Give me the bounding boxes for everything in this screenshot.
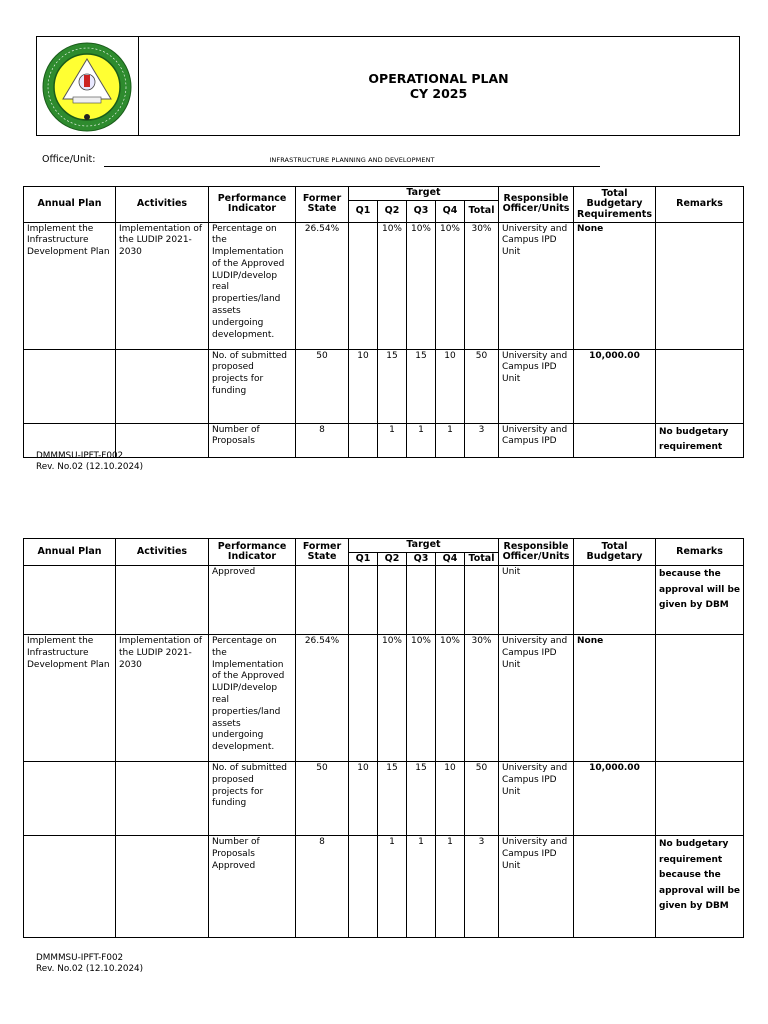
th-q3: Q3 — [407, 552, 436, 566]
title-line-2: CY 2025 — [409, 86, 468, 101]
budget-cell: None — [574, 222, 656, 349]
total-cell — [465, 566, 499, 635]
th-performance-indicator: Performance Indicator — [209, 539, 296, 566]
q1-cell — [349, 566, 378, 635]
q4-cell: 1 — [436, 836, 465, 938]
indicator-cell: Number of Proposals Approved — [209, 836, 296, 938]
th-remarks: Remarks — [656, 187, 744, 223]
university-seal-icon — [37, 37, 138, 135]
q2-cell: 1 — [378, 423, 407, 457]
indicator-cell: Percentage on the Implementation of the Approved LUDIP/develop real properties/land assets undergoing development. — [209, 222, 296, 349]
footer-page-1 — [36, 451, 143, 473]
total-cell: 30% — [465, 635, 499, 762]
q1-cell — [349, 222, 378, 349]
table-row — [24, 836, 744, 938]
document-title — [138, 71, 739, 101]
former-state-cell: 8 — [296, 836, 349, 938]
indicator-cell: Percentage on the Implementation of the Approved LUDIP/develop real properties/land assets undergoing development. — [209, 635, 296, 762]
q2-cell: 15 — [378, 349, 407, 423]
th-target: Target — [349, 187, 499, 201]
q1-cell — [349, 635, 378, 762]
activities-cell — [116, 836, 209, 938]
q2-cell: 1 — [378, 836, 407, 938]
former-state-cell: 26.54% — [296, 635, 349, 762]
indicator-cell: No. of submitted proposed projects for funding — [209, 349, 296, 423]
q2-cell: 10% — [378, 635, 407, 762]
title-line-1: OPERATIONAL PLAN — [368, 71, 509, 86]
document-header — [36, 36, 740, 136]
th-q2: Q2 — [378, 552, 407, 566]
q4-cell — [436, 566, 465, 635]
doc-code: DMMMSU-IPFT-F002 — [36, 451, 124, 461]
q4-cell: 10% — [436, 635, 465, 762]
doc-code: DMMMSU-IPFT-F002 — [36, 953, 124, 963]
revision: Rev. No.02 (12.10.2024) — [36, 462, 144, 472]
q4-cell: 10 — [436, 762, 465, 836]
former-state-cell: 50 — [296, 349, 349, 423]
activities-cell: Implementation of the LUDIP 2021-2030 — [116, 222, 209, 349]
budget-cell: 10,000.00 — [574, 762, 656, 836]
q3-cell: 1 — [407, 423, 436, 457]
q3-cell — [407, 566, 436, 635]
responsible-cell: University and Campus IPD Unit — [499, 762, 574, 836]
operational-plan-table-page-2 — [23, 538, 744, 938]
table-row — [24, 635, 744, 762]
th-remarks: Remarks — [656, 539, 744, 566]
th-budget: Total Budgetary — [574, 539, 656, 566]
q4-cell: 10 — [436, 349, 465, 423]
annual-plan-cell — [24, 836, 116, 938]
remarks-cell — [656, 762, 744, 836]
th-q4: Q4 — [436, 200, 465, 222]
th-annual-plan: Annual Plan — [24, 539, 116, 566]
operational-plan-table-page-1 — [23, 186, 744, 458]
th-target: Target — [349, 539, 499, 553]
q2-cell — [378, 566, 407, 635]
q2-cell: 15 — [378, 762, 407, 836]
q3-cell: 10% — [407, 635, 436, 762]
remarks-cell — [656, 635, 744, 762]
remarks-cell — [656, 349, 744, 423]
responsible-cell: University and Campus IPD — [499, 423, 574, 457]
annual-plan-cell: Implement the Infrastructure Development Plan — [24, 635, 116, 762]
th-performance-indicator: Performance Indicator — [209, 187, 296, 223]
budget-cell: None — [574, 635, 656, 762]
th-annual-plan: Annual Plan — [24, 187, 116, 223]
indicator-cell: Approved — [209, 566, 296, 635]
th-total: Total — [465, 552, 499, 566]
th-activities: Activities — [116, 187, 209, 223]
table-row — [24, 566, 744, 635]
th-budget: Total Budgetary Requirements — [574, 187, 656, 223]
th-former-state: Former State — [296, 187, 349, 223]
indicator-cell: No. of submitted proposed projects for funding — [209, 762, 296, 836]
office-label: Office/Unit: — [42, 154, 96, 165]
remarks-cell: because the approval will be given by DBM — [656, 566, 744, 635]
logo-cell — [37, 37, 139, 135]
annual-plan-cell: Implement the Infrastructure Development Plan — [24, 222, 116, 349]
total-cell: 3 — [465, 423, 499, 457]
total-cell: 50 — [465, 349, 499, 423]
office-value: INFRASTRUCTURE PLANNING AND DEVELOPMENT — [269, 156, 435, 164]
office-underline — [104, 166, 600, 167]
budget-cell — [574, 566, 656, 635]
q1-cell — [349, 836, 378, 938]
q1-cell: 10 — [349, 762, 378, 836]
responsible-cell: University and Campus IPD Unit — [499, 349, 574, 423]
th-responsible: Responsible Officer/Units — [499, 187, 574, 223]
th-q2: Q2 — [378, 200, 407, 222]
annual-plan-cell — [24, 349, 116, 423]
th-q4: Q4 — [436, 552, 465, 566]
former-state-cell: 50 — [296, 762, 349, 836]
former-state-cell: 26.54% — [296, 222, 349, 349]
activities-cell — [116, 762, 209, 836]
responsible-cell: University and Campus IPD Unit — [499, 635, 574, 762]
th-q3: Q3 — [407, 200, 436, 222]
q2-cell: 10% — [378, 222, 407, 349]
q1-cell: 10 — [349, 349, 378, 423]
indicator-cell: Number of Proposals — [209, 423, 296, 457]
table-row — [24, 222, 744, 349]
th-total: Total — [465, 200, 499, 222]
responsible-cell: University and Campus IPD Unit — [499, 836, 574, 938]
th-q1: Q1 — [349, 552, 378, 566]
budget-cell: 10,000.00 — [574, 349, 656, 423]
activities-cell — [116, 349, 209, 423]
table-row — [24, 349, 744, 423]
th-responsible: Responsible Officer/Units — [499, 539, 574, 566]
q1-cell — [349, 423, 378, 457]
former-state-cell — [296, 566, 349, 635]
q3-cell: 10% — [407, 222, 436, 349]
annual-plan-cell — [24, 566, 116, 635]
responsible-cell: Unit — [499, 566, 574, 635]
q3-cell: 15 — [407, 349, 436, 423]
th-q1: Q1 — [349, 200, 378, 222]
budget-cell — [574, 423, 656, 457]
q3-cell: 15 — [407, 762, 436, 836]
table-row — [24, 762, 744, 836]
q4-cell: 1 — [436, 423, 465, 457]
total-cell: 30% — [465, 222, 499, 349]
q4-cell: 10% — [436, 222, 465, 349]
remarks-cell: No budgetary requirement — [656, 423, 744, 457]
responsible-cell: University and Campus IPD Unit — [499, 222, 574, 349]
th-former-state: Former State — [296, 539, 349, 566]
activities-cell — [116, 566, 209, 635]
activities-cell: Implementation of the LUDIP 2021-2030 — [116, 635, 209, 762]
former-state-cell: 8 — [296, 423, 349, 457]
footer-page-2 — [36, 953, 143, 975]
annual-plan-cell — [24, 762, 116, 836]
budget-cell — [574, 836, 656, 938]
total-cell: 3 — [465, 836, 499, 938]
q3-cell: 1 — [407, 836, 436, 938]
th-activities: Activities — [116, 539, 209, 566]
remarks-cell — [656, 222, 744, 349]
remarks-cell: No budgetary requirement because the approval will be given by DBM — [656, 836, 744, 938]
revision: Rev. No.02 (12.10.2024) — [36, 964, 144, 974]
total-cell: 50 — [465, 762, 499, 836]
